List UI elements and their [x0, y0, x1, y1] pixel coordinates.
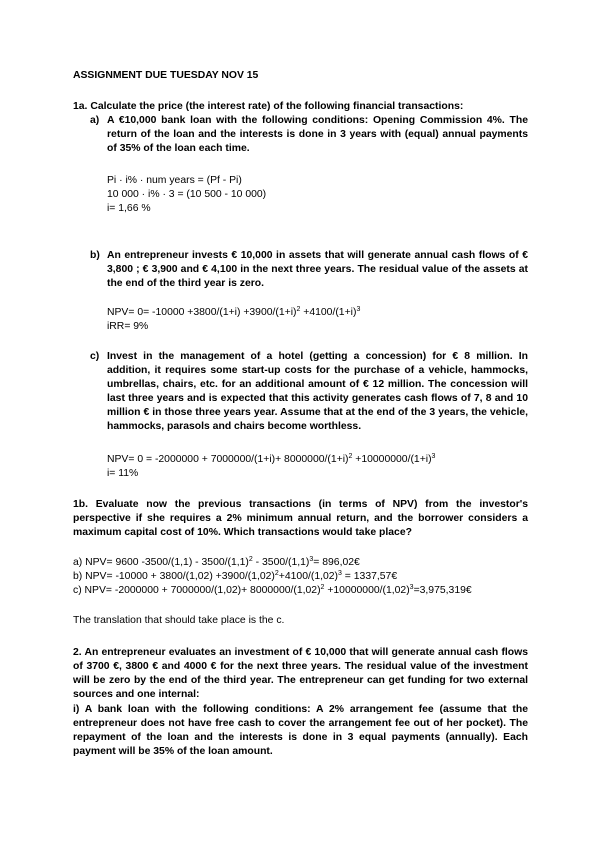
- answer-line-b: b) $NPV= -10000 + 3800/(1,02) +3900/(1,02)^2+4100/(1,02)^3$ = 1337,57€: [73, 570, 398, 582]
- irr-result: i= 11%: [107, 468, 139, 479]
- question-2-intro: 2. An entrepreneur evaluates an investment of € 10,000 that will generate annual cash flows of 3700 €, 3800 € and 4000 € for the next three years. The residual value of the investment will be zero by the end of the third year. The entrepreneur can get funding for two external sources and one internal:: [73, 647, 528, 700]
- item-b-label: b): [90, 250, 100, 261]
- question-2-item-i: i) A bank loan with the following conditions: A 2% arrangement fee (assume that the entrepreneur does not have free cash to cover the arrangement fee out of her pocket). The repayment of the loan and the interests is done in 3 equal payments (annually). Each payment will be 35% of the loan amount.: [73, 704, 528, 757]
- item-b-text: An entrepreneur invests € 10,000 in assets that will generate annual cash flows of € 3,800 ; € 3,900 and € 4,100 in the next three years. The residual value of the assets at the end of the third year is zero.: [107, 250, 528, 289]
- item-c-npv: [107, 453, 435, 481]
- item-c-label: c): [90, 351, 100, 362]
- item-a-work: [107, 174, 266, 216]
- answer-line-c: c) $NPV= -2000000 + 7000000/(1,02)+ 8000000/(1,02)^2$ $+10000000/(1,02)^3=3,975,319€$: [73, 584, 472, 596]
- conclusion-text: The translation that should take place is the c.: [73, 615, 285, 626]
- item-a-work-line: 10 000 · i% · 3 = (10 500 - 10 000): [107, 189, 267, 200]
- answer-line-a: a) NPV= 9600 $-3500/(1,1) - 3500/(1,1)^2 - 3500/(1,1)^3=$ 896,02€: [73, 556, 360, 568]
- npv-equation: $NPV= 0 = -2000000 + 7000000/(1+i)+ 8000000/(1+i)^2 +10000000/(1+i)^3$: [107, 453, 436, 465]
- item-c-text: Invest in the management of a hotel (getting a concession) for € 8 million. In addition, it requires some start-up costs for the purchase of a vehicle, hammocks, umbrellas, chairs, etc. for an additional amount of € 12 million. The concession will last three years and is expected that this activity generates cash flows of 7, 8 and 10 million € in those three years year. Assume that at the end of the 3 years, the vehicle, hammocks, parasols and chairs become worthless.: [107, 351, 528, 432]
- question-1b-answers: [73, 556, 472, 598]
- item-b-npv: [107, 306, 360, 334]
- irr-result: iRR= 9%: [107, 321, 149, 332]
- question-1a-title: 1a. Calculate the price (the interest rate) of the following financial transactions:: [73, 101, 464, 112]
- item-a-label: a): [90, 115, 100, 126]
- item-a-work-line: i= 1,66 %: [107, 203, 151, 214]
- npv-equation: $NPV= 0= -10000 +3800/(1+i) +3900/(1+i)^2 +4100/(1+i)^3$: [107, 306, 361, 318]
- question-1b-title: 1b. Evaluate now the previous transactions (in terms of NPV) from the investor's perspective if she requires a 2% minimum annual return, and the borrower considers a maximum capital cost of 10%. Which transactions would take place?: [73, 499, 528, 538]
- assignment-heading: ASSIGNMENT DUE TUESDAY NOV 15: [73, 70, 259, 81]
- item-a-text: A €10,000 bank loan with the following conditions: Opening Commission 4%. The return of the loan and the interests is done in 3 years with (equal) annual payments of 35% of the loan each time.: [107, 115, 528, 154]
- item-a-work-line: Pi · i% · num years = (Pf - Pi): [107, 175, 242, 186]
